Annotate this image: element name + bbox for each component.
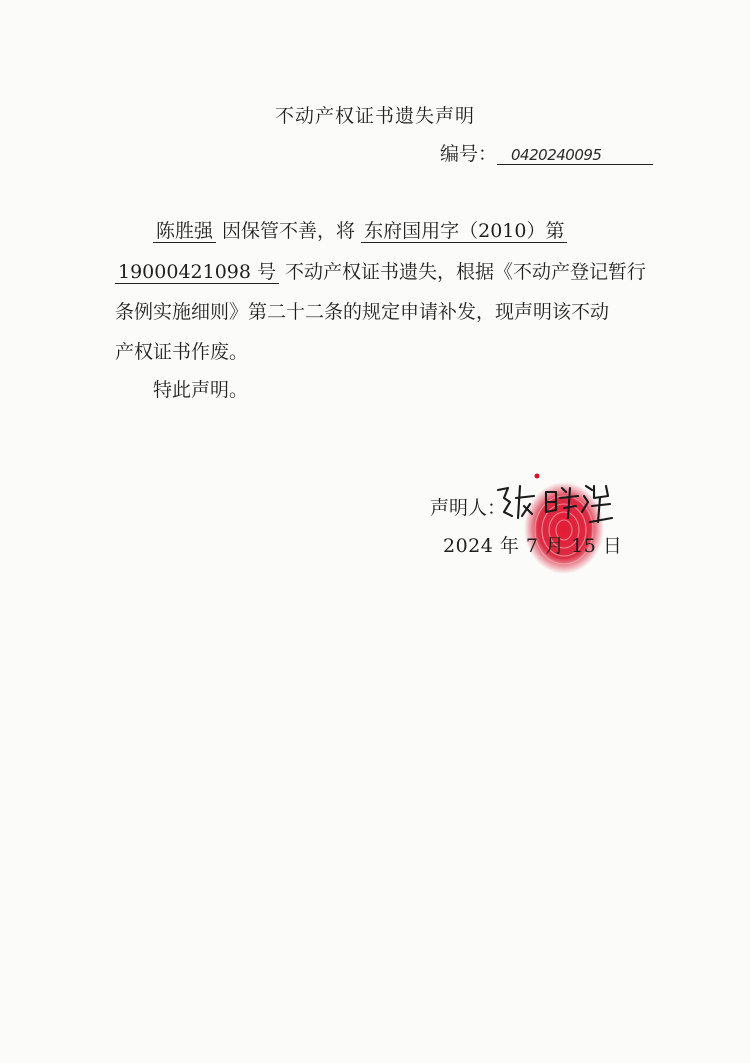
document-title: 不动产权证书遗失声明	[274, 105, 475, 127]
paragraph-line-1	[153, 216, 567, 243]
declarant-label: 声明人：	[430, 497, 507, 519]
closing-statement: 特此声明。	[153, 379, 249, 401]
number-value: 0420240095	[497, 146, 653, 165]
paragraph-line-2	[115, 257, 646, 284]
statement-date: 2024 年 7 月 15 日	[443, 535, 623, 557]
document-number-row	[440, 139, 653, 166]
certificate-reference: 东府国用字（2010）第	[361, 220, 567, 243]
certificate-number: 19000421098 号	[115, 261, 279, 284]
declarant-name: 陈胜强	[153, 220, 216, 243]
number-label: 编号：	[440, 143, 498, 165]
paragraph-text: 不动产权证书遗失，根据《不动产登记暂行	[279, 261, 647, 283]
paragraph-line-3: 条例实施细则》第二十二条的规定申请补发，现声明该不动	[115, 301, 610, 323]
paragraph-line-4: 产权证书作废。	[115, 341, 249, 363]
paragraph-text: 因保管不善，将	[216, 220, 362, 242]
